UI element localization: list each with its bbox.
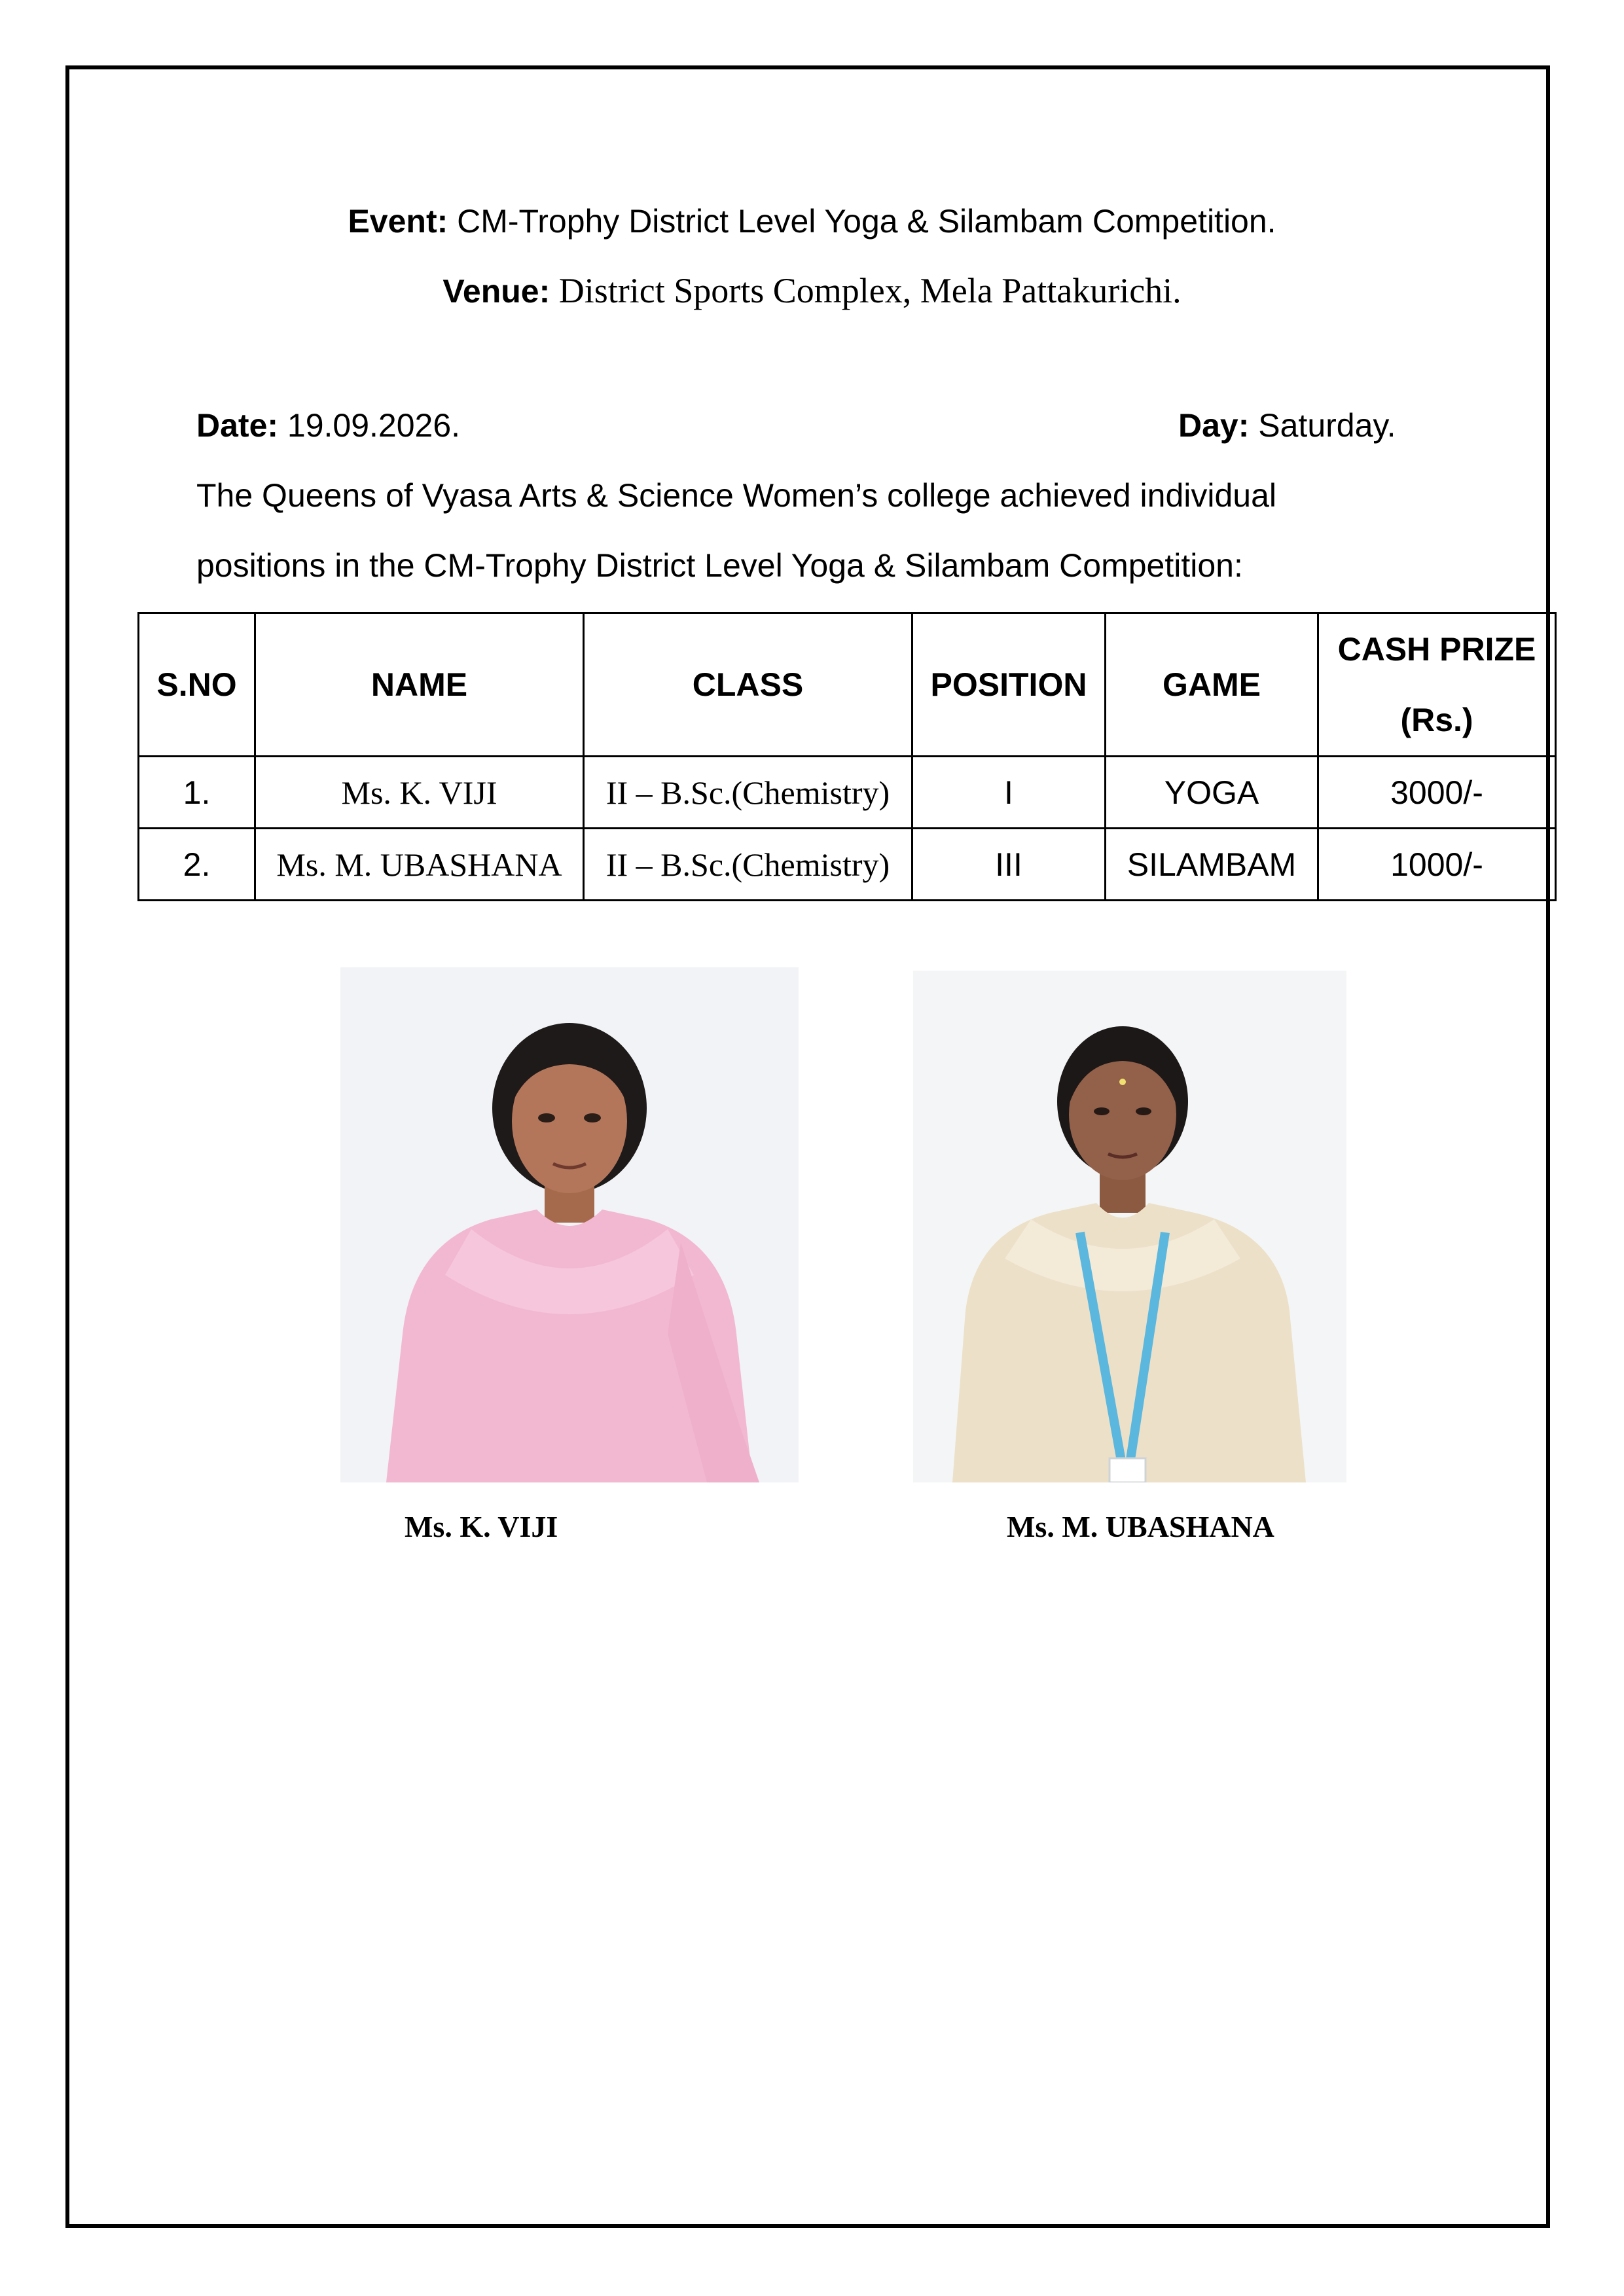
date-line: [196, 406, 460, 445]
cell-game: SILAMBAM: [1106, 829, 1318, 901]
header-game: GAME: [1106, 613, 1318, 757]
venue-line: [0, 271, 1624, 311]
intro-line-2: positions in the CM-Trophy District Level Yoga & Silambam Competition:: [196, 547, 1243, 584]
venue-label: Venue:: [442, 273, 550, 310]
photo-caption-ubashana: Ms. M. UBASHANA: [1007, 1510, 1274, 1543]
cell-class: II – B.Sc.(Chemistry): [584, 757, 912, 829]
table-row: [139, 757, 1556, 829]
intro-line-1: The Queens of Vyasa Arts & Science Women’s college achieved individual: [196, 477, 1276, 514]
venue-value: District Sports Complex, Mela Pattakurichi.: [550, 271, 1182, 310]
date-value: 19.09.2026.: [278, 407, 461, 444]
student-photo-ubashana: [913, 971, 1346, 1482]
header-cash-prize: [1318, 613, 1556, 757]
cell-game: YOGA: [1106, 757, 1318, 829]
cell-sno: 1.: [139, 757, 255, 829]
day-line: [1178, 406, 1396, 445]
table-row: [139, 829, 1556, 901]
cell-cash: 1000/-: [1318, 829, 1556, 901]
portrait-illustration: [340, 967, 799, 1482]
header-name: NAME: [255, 613, 584, 757]
cell-position: I: [912, 757, 1106, 829]
cell-sno: 2.: [139, 829, 255, 901]
header-sno: S.NO: [139, 613, 255, 757]
header-cash-line1: CASH PRIZE: [1337, 631, 1536, 668]
cell-position: III: [912, 829, 1106, 901]
header-cash-line2: (Rs.): [1400, 702, 1473, 738]
cell-cash: 3000/-: [1318, 757, 1556, 829]
day-label: Day:: [1178, 407, 1250, 444]
event-line: [0, 202, 1624, 241]
cell-name: Ms. M. UBASHANA: [255, 829, 584, 901]
photo-caption-viji: Ms. K. VIJI: [405, 1510, 558, 1543]
event-value: CM-Trophy District Level Yoga & Silambam Competition.: [448, 203, 1276, 240]
header-position: POSITION: [912, 613, 1106, 757]
date-label: Date:: [196, 407, 279, 444]
student-photo-viji: [340, 967, 799, 1482]
results-table: [137, 612, 1557, 901]
cell-class: II – B.Sc.(Chemistry): [584, 829, 912, 901]
portrait-illustration: [913, 971, 1346, 1482]
day-value: Saturday.: [1249, 407, 1396, 444]
header-class: CLASS: [584, 613, 912, 757]
cell-name: Ms. K. VIJI: [255, 757, 584, 829]
event-label: Event:: [348, 203, 448, 240]
table-header-row: [139, 613, 1556, 757]
